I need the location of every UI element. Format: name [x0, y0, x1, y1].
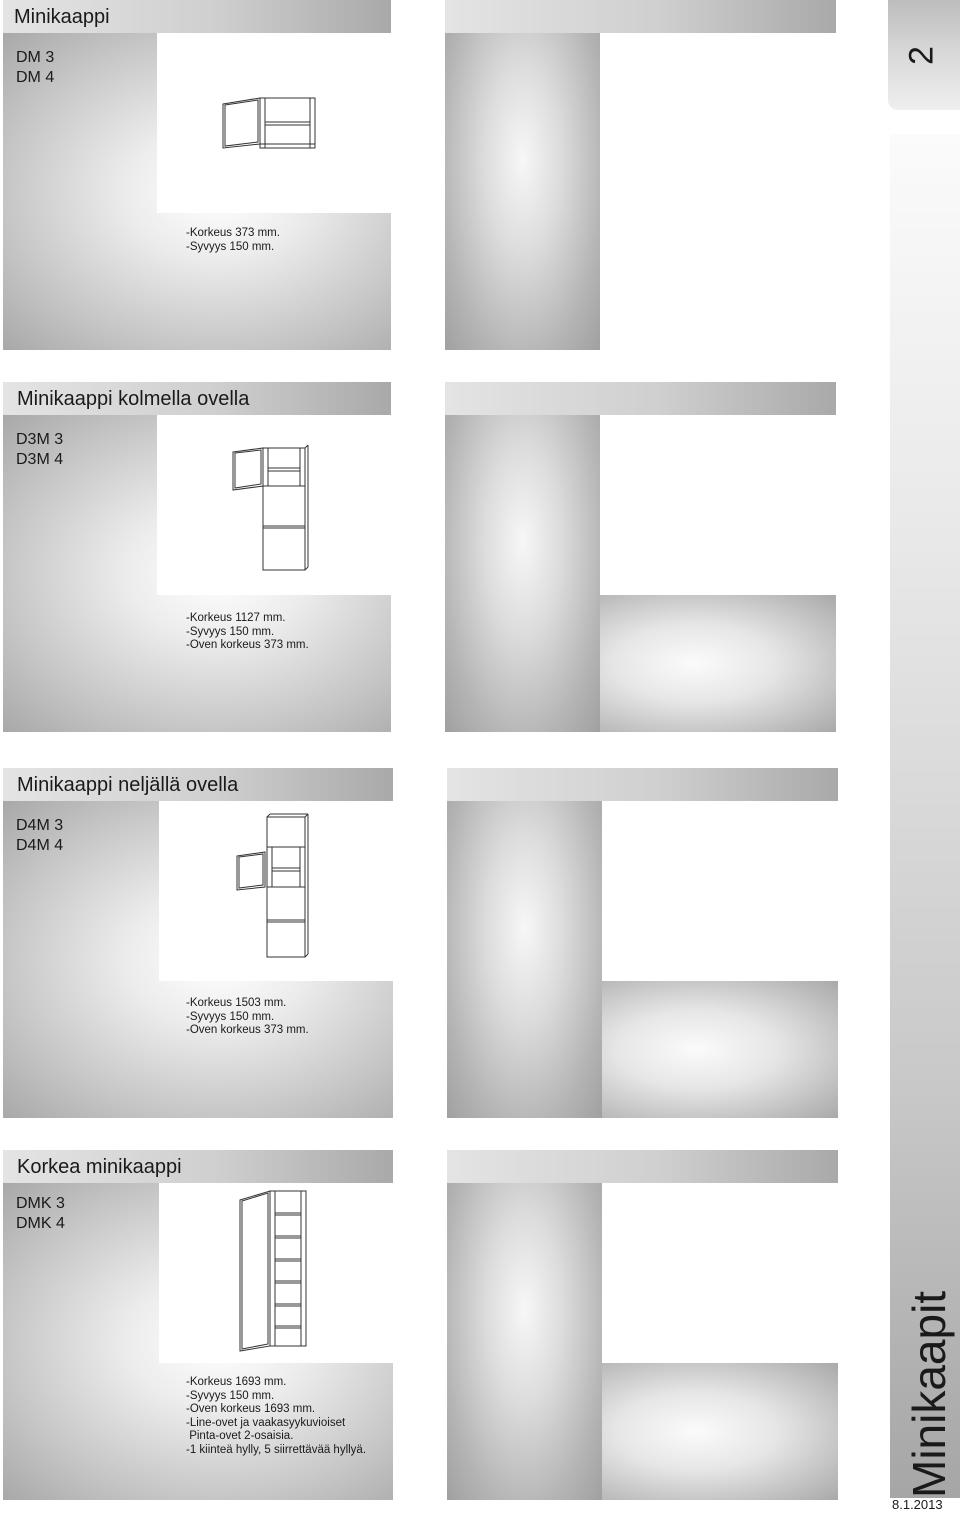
spec-line: -Syvyys 150 mm. [186, 240, 275, 253]
section-2-right-strip [600, 595, 836, 732]
section-4-title: Korkea minikaappi [17, 1156, 182, 1178]
section-2-specs [186, 612, 309, 653]
spec-line: -Oven korkeus 373 mm. [186, 639, 309, 651]
section-3-right-blank [602, 801, 838, 981]
date: 8.1.2013 [892, 1497, 943, 1512]
code: D3M 3 [16, 431, 64, 448]
section-3-specs [186, 997, 309, 1038]
section-4-header [3, 1150, 393, 1183]
spec-line: -Oven korkeus 1693 mm. [186, 1403, 316, 1415]
cabinet-drawing-d3m [228, 440, 318, 575]
section-2-right-blank [600, 415, 836, 595]
section-2-header [3, 382, 391, 415]
section-1-title: Minikaappi [14, 6, 110, 28]
section-1-specs [186, 227, 280, 254]
section-4-right-panel [447, 1183, 602, 1500]
code: DMK 3 [16, 1195, 65, 1212]
page-number: 2 [902, 46, 941, 65]
section-1-right-blank [600, 33, 836, 350]
spec-line: -Syvyys 150 mm. [186, 1010, 275, 1023]
spec-line: -Korkeus 1127 mm. [186, 612, 286, 624]
code: D4M 4 [16, 837, 64, 854]
spec-line: -Line-ovet ja vaakasyykuvioiset [186, 1416, 346, 1429]
section-4-right-header [447, 1150, 838, 1183]
code: D4M 3 [16, 817, 64, 834]
section-3-right-strip [602, 981, 838, 1118]
section-1-right-header [445, 0, 836, 33]
cabinet-drawing-d4m [232, 812, 322, 964]
code: DM 3 [16, 49, 55, 66]
section-4-right-blank [602, 1183, 838, 1363]
spec-line: -Syvyys 150 mm. [186, 1389, 275, 1402]
section-4-specs [186, 1376, 366, 1457]
spec-line: -Oven korkeus 373 mm. [186, 1024, 309, 1036]
section-2-title: Minikaappi kolmella ovella [17, 388, 250, 410]
section-2-right-header [445, 382, 836, 415]
section-1-codes [16, 48, 54, 88]
spec-line: -Korkeus 1693 mm. [186, 1376, 287, 1388]
section-1-header [3, 0, 391, 33]
section-2-codes [16, 430, 63, 470]
section-2-right-panel [445, 415, 600, 732]
spec-line: -Korkeus 1503 mm. [186, 997, 287, 1009]
spec-line: -Korkeus 373 mm. [186, 227, 280, 239]
spec-line: -1 kiinteä hylly, 5 siirrettävää hyllyä. [186, 1443, 367, 1456]
spec-line: -Syvyys 150 mm. [186, 625, 275, 638]
section-4-codes [16, 1194, 65, 1234]
code: DMK 4 [16, 1215, 65, 1232]
section-4-right-strip [602, 1363, 838, 1500]
cabinet-drawing-dmk [232, 1186, 322, 1356]
cabinet-drawing-dm [215, 92, 325, 157]
spec-line: Pinta-ovet 2-osaisia. [186, 1430, 294, 1442]
section-3-header [3, 768, 393, 801]
code: D3M 4 [16, 451, 64, 468]
section-3-right-panel [447, 801, 602, 1118]
side-title: Minikaapit [903, 1290, 955, 1498]
section-1-right-panel [445, 33, 600, 350]
section-3-codes [16, 816, 63, 856]
code: DM 4 [16, 69, 55, 86]
section-3-title: Minikaappi neljällä ovella [17, 774, 239, 796]
section-3-right-header [447, 768, 838, 801]
